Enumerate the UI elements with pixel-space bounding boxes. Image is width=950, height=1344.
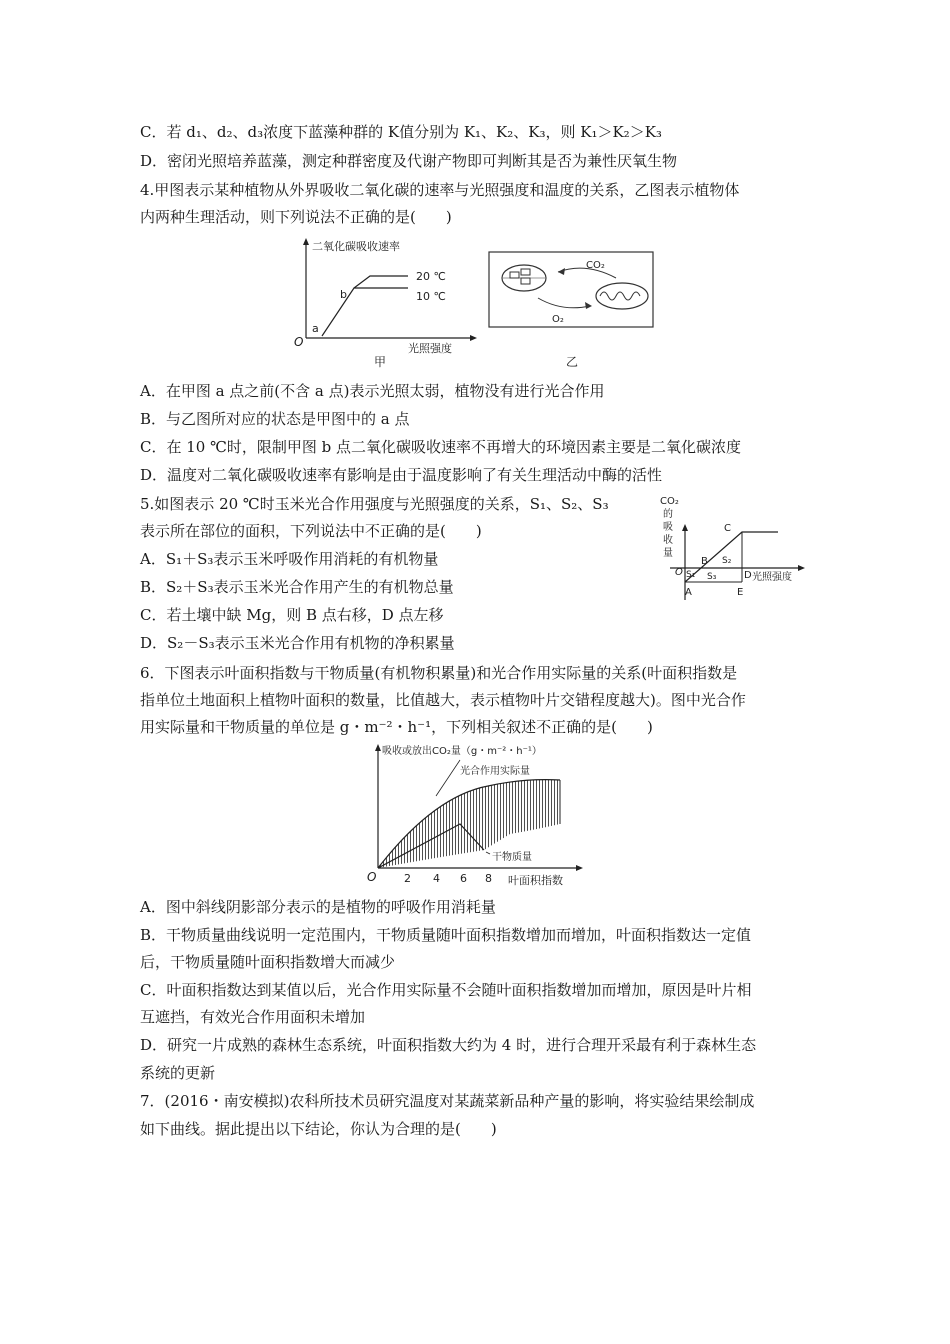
q6-y-label: 吸收或放出CO₂量（g・m⁻²・h⁻¹） [382, 746, 542, 757]
q4-option-b: B．与乙图所对应的状态是甲图中的 a 点 [140, 410, 410, 428]
q5-point-b: B [701, 556, 708, 567]
jia-origin: O [294, 335, 304, 349]
yi-co2-label: CO₂ [586, 260, 605, 271]
q4-option-a: A．在甲图 a 点之前(不含 a 点)表示光照太弱，植物没有进行光合作用 [140, 382, 605, 400]
figure-jia [290, 236, 480, 370]
q3-option-d: D．密闭光照培养蓝藻，测定种群密度及代谢产物即可判断其是否为兼性厌氧生物 [140, 152, 678, 170]
q6-option-b-line1: B．干物质量曲线说明一定范围内，干物质量随叶面积指数增加而增加，叶面积指数达一定值 [140, 926, 752, 944]
jia-caption: 甲 [374, 355, 387, 369]
co2-arrowhead [558, 268, 565, 275]
q6-tick-2: 2 [404, 872, 411, 885]
q5-point-c: C [724, 523, 731, 534]
q6-label-actual: 光合作用实际量 [460, 766, 530, 777]
q5-point-a: A [685, 587, 692, 598]
jia-y-arrow [303, 238, 309, 245]
q6-x-arrow [576, 865, 583, 871]
q4-option-d: D．温度对二氧化碳吸收速率有影响是由于温度影响了有关生理活动中酶的活性 [140, 466, 663, 484]
q5-option-a: A．S₁＋S₃表示玉米呼吸作用消耗的有机物量 [140, 550, 439, 568]
yi-caption: 乙 [566, 355, 579, 369]
jia-x-label: 光照强度 [408, 342, 452, 355]
q6-label-dry: 干物质量 [492, 852, 532, 863]
q4-stem-line1: 4.甲图表示某种植物从外界吸收二氧化碳的速率与光照强度和温度的关系，乙图表示植物体 [140, 181, 740, 199]
q6-tick-4: 4 [433, 872, 440, 885]
q5-y-label-3: 吸 [663, 522, 673, 533]
q6-option-b-line2: 后，干物质量随叶面积指数增大而减少 [140, 953, 396, 971]
q6-option-c-line1: C．叶面积指数达到某值以后，光合作用实际量不会随叶面积指数增加而增加，原因是叶片相 [140, 981, 752, 999]
q5-point-d: D [744, 570, 752, 581]
q5-y-arrow [682, 524, 688, 531]
q6-leader-dry [486, 852, 490, 854]
jia-x-arrow [470, 335, 477, 341]
jia-point-b: b [340, 288, 347, 301]
q5-y-label-1: CO₂ [660, 496, 679, 507]
q6-option-a: A．图中斜线阴影部分表示的是植物的呼吸作用消耗量 [140, 898, 496, 916]
q5-y-label-2: 的 [663, 509, 673, 520]
q6-stem-line2: 指单位土地面积上植物叶面积的数量，比值越大，表示植物叶片交错程度越大)。图中光合作 [140, 691, 746, 709]
q6-tick-8: 8 [485, 872, 492, 885]
q6-leader-actual [436, 760, 460, 796]
figure-q5 [652, 494, 812, 606]
q6-y-arrow [375, 744, 381, 751]
q6-option-c-line2: 互遮挡，有效光合作用面积未增加 [140, 1008, 366, 1026]
o2-arrowhead [585, 302, 592, 309]
jia-curve-20c [354, 276, 408, 288]
jia-point-a: a [312, 322, 319, 335]
q4-option-c: C．在 10 ℃时，限制甲图 b 点二氧化碳吸收速率不再增大的环境因素主要是二氧化碳浓度 [140, 438, 742, 456]
q5-origin: O [675, 567, 683, 578]
jia-label-20c: 20 ℃ [416, 270, 446, 283]
q5-stem-line2: 表示所在部位的面积，下列说法中不正确的是( ) [140, 522, 482, 540]
yi-o2-label: O₂ [552, 314, 564, 325]
q6-x-label: 叶面积指数 [508, 874, 563, 887]
q3-option-c: C．若 d₁、d₂、d₃浓度下蓝藻种群的 K值分别为 K₁、K₂、K₃，则 K₁＞K₂＞K₃ [140, 123, 662, 141]
q6-option-d-line2: 系统的更新 [140, 1064, 216, 1082]
chloroplast-icon [502, 265, 546, 291]
jia-y-label: 二氧化碳吸收速率 [312, 240, 400, 253]
jia-label-10c: 10 ℃ [416, 290, 446, 303]
q6-stem-line1: 6．下图表示叶面积指数与干物质量(有机物积累量)和光合作用实际量的关系(叶面积指数是 [140, 664, 738, 682]
q5-y-label-4: 收 [663, 535, 673, 546]
q5-option-c: C．若土壤中缺 Mg，则 B 点右移，D 点左移 [140, 606, 444, 624]
q6-hatched-area [378, 780, 560, 868]
o2-arrow [538, 298, 590, 308]
q5-option-d: D．S₂－S₃表示玉米光合作用有机物的净积累量 [140, 634, 455, 652]
q6-stem-line3: 用实际量和干物质量的单位是 g・m⁻²・h⁻¹，下列相关叙述不正确的是( ) [140, 718, 653, 736]
q4-stem-line2: 内两种生理活动，则下列说法不正确的是( ) [140, 208, 452, 226]
q6-origin: O [367, 870, 377, 884]
q5-label-s1: S₁ [686, 570, 696, 580]
q5-label-s3: S₃ [707, 572, 717, 582]
figure-q6 [364, 740, 590, 890]
q5-stem-line1: 5.如图表示 20 ℃时玉米光合作用强度与光照强度的关系，S₁、S₂、S₃ [140, 495, 609, 513]
q5-label-s2: S₂ [722, 556, 732, 566]
q5-point-e: E [737, 587, 744, 598]
figure-yi [486, 250, 656, 370]
q7-stem-line2: 如下曲线。据此提出以下结论，你认为合理的是( ) [140, 1120, 497, 1138]
q5-option-b: B．S₂＋S₃表示玉米光合作用产生的有机物总量 [140, 578, 454, 596]
q5-x-arrow [798, 565, 805, 571]
q5-y-label-5: 量 [663, 548, 673, 559]
q6-option-d-line1: D．研究一片成熟的森林生态系统，叶面积指数大约为 4 时，进行合理开采最有利于森林生态 [140, 1036, 757, 1054]
jia-curve-10c [322, 288, 408, 336]
q7-stem-line1: 7．(2016・南安模拟)农科所技术员研究温度对某蔬菜新品种产量的影响，将实验结果绘制成 [140, 1092, 755, 1110]
q5-x-label: 光照强度 [752, 572, 792, 583]
q6-tick-6: 6 [460, 872, 467, 885]
mitochondrion-icon [596, 283, 648, 309]
